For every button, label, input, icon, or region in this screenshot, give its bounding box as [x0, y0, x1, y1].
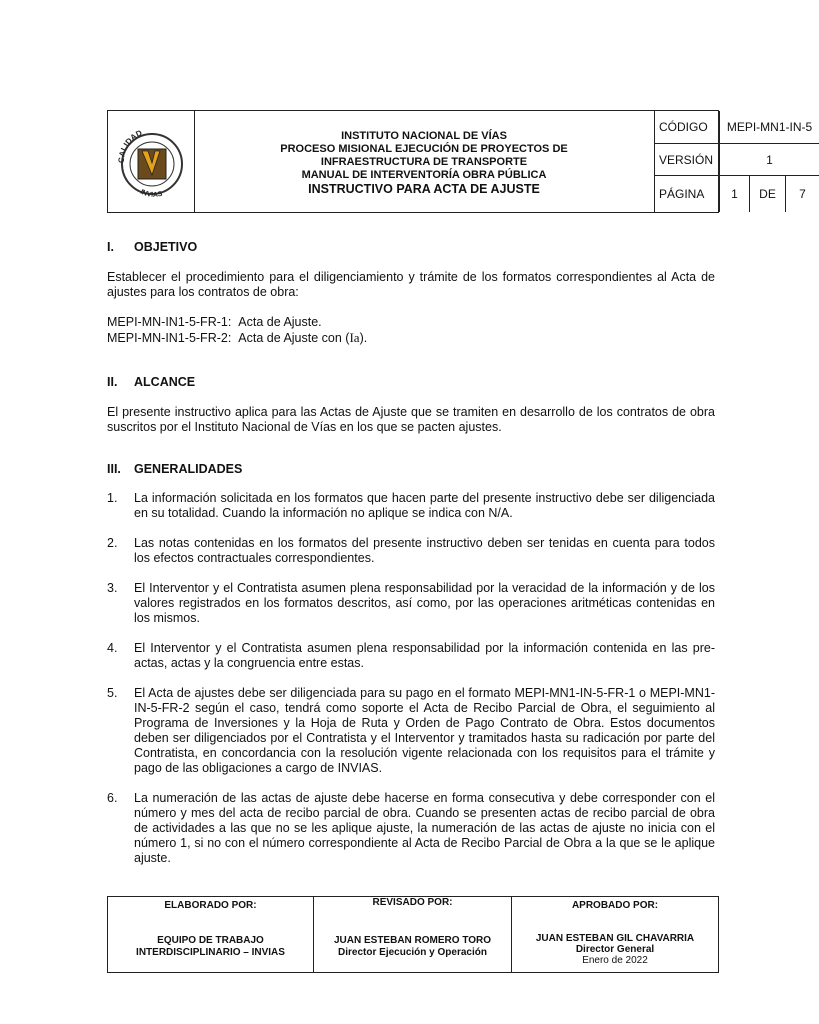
page-total: 7 — [799, 187, 806, 201]
version-value: 1 — [766, 152, 773, 167]
generalidades-list — [107, 491, 715, 866]
logo-cell — [108, 111, 195, 212]
revisado-name: JUAN ESTEBAN ROMERO TORO — [333, 935, 492, 946]
page-of: DE — [750, 176, 786, 212]
reference-format-2: MEPI-MN-IN1-5-FR-2: Acta de Ajuste con (Ia). — [107, 330, 368, 345]
alcance-text: El presente instructivo aplica para las Actas de Ajuste que se tramiten en desarrollo de los contratos de obra suscritos por el Instituto Nacional de Vías en los que se pacten ajustes. — [107, 405, 715, 434]
calidad-invias-logo — [108, 111, 194, 212]
list-item: 4. El Interventor y el Contratista asumen plena responsabilidad por la información contenida en las pre-actas, actas y la congruencia entre estas. — [107, 641, 715, 670]
list-item: 2. Las notas contenidas en los formatos del presente instructivo deben ser tenidas en cuenta para todos los efectos contractuales correspondientes. — [107, 536, 715, 565]
manual-name: MANUAL DE INTERVENTORÍA OBRA PÚBLICA — [301, 169, 547, 181]
code-value: MEPI-MN1-IN-5 — [726, 120, 813, 134]
list-item: 6. La numeración de las actas de ajuste debe hacerse en forma consecutiva y debe corresponder con el número y mes del acta de recibo parcial de obra. Cuando se presenten actas de recibo parcial de obra de actividades a las que no se les aplique ajuste, la numeración de las actas de ajuste no inicia con el número 1, si no con el número correspondiente al Acta de Recibo Parcial de Obra a la que se le aplique ajuste. — [107, 791, 715, 865]
aprobado-label: APROBADO POR: — [571, 900, 659, 911]
aprobado-column — [512, 897, 718, 972]
version-row — [654, 144, 819, 176]
aprobado-date: Enero de 2022 — [582, 955, 648, 966]
revisado-label: REVISADO POR: — [372, 897, 453, 908]
page-label: PÁGINA — [654, 176, 720, 212]
list-item: 5. El Acta de ajustes debe ser diligenciada para su pago en el formato MEPI-MN1-IN-5-FR-1 o MEPI-MN1-IN-5-FR-2 según el caso, tendrá como soporte el Acta de Recibo Parcial de Obra, el seguimiento al Programa de Inversiones y la Hoja de Ruta y Orden de Pago Contrato de Obra. Estos documentos deben ser diligenciados por el Contratista y el Interventor y tramitados hasta su radicación por parte del Contratista, en concordancia con la resolución vigente relacionada con los requisitos para el trámite y pago de las obligaciones a cargo de INVIAS. — [107, 686, 715, 775]
svg-text:INVIAS: INVIAS — [139, 188, 164, 199]
revisado-column — [314, 897, 512, 972]
code-row — [654, 111, 819, 144]
section-heading-alcance: II. ALCANCE — [107, 375, 196, 389]
svg-text:CALIDAD: CALIDAD — [116, 128, 144, 164]
code-label: CÓDIGO — [654, 111, 720, 143]
header-title-cell — [194, 111, 655, 212]
version-label: VERSIÓN — [654, 144, 720, 175]
aprobado-name: JUAN ESTEBAN GIL CHAVARRIA — [535, 933, 695, 944]
objetivo-text: Establecer el procedimiento para el diligenciamiento y trámite de los formatos correspondientes al Acta de ajustes para los contratos de obra: — [107, 270, 715, 299]
institution-name: INSTITUTO NACIONAL DE VÍAS — [341, 130, 507, 142]
document-title: INSTRUCTIVO PARA ACTA DE AJUSTE — [308, 182, 540, 196]
section-heading-objetivo: I. OBJETIVO — [107, 240, 198, 254]
section-heading-generalidades: III. GENERALIDADES — [107, 462, 243, 476]
list-item: 1. La información solicitada en los formatos que hacen parte del presente instructivo debe ser diligenciada en su totalidad. Cuando la información no aplique se indica con N/A. — [107, 491, 715, 520]
process-line-2: INFRAESTRUCTURA DE TRANSPORTE — [320, 156, 528, 168]
elaborado-line-2: INTERDISCIPLINARIO – INVIAS — [136, 947, 285, 958]
document-body — [107, 240, 715, 866]
revisado-role: Director Ejecución y Operación — [338, 947, 487, 958]
elaborado-line-1: EQUIPO DE TRABAJO — [157, 935, 264, 946]
list-item: 3. El Interventor y el Contratista asumen plena responsabilidad por la veracidad de la información y de los valores registrados en los formatos descritos, así como, por las operaciones aritméticas contenidas en los mismos. — [107, 581, 715, 625]
document-metadata — [654, 111, 819, 212]
aprobado-role: Director General — [575, 944, 655, 955]
process-line-1: PROCESO MISIONAL EJECUCIÓN DE PROYECTOS DE — [280, 143, 568, 155]
document-header-table — [107, 110, 813, 213]
page-row — [654, 176, 819, 212]
approval-footer-table — [107, 896, 719, 973]
elaborado-column — [108, 897, 314, 972]
page-number: 1 — [720, 176, 750, 212]
elaborado-label: ELABORADO POR: — [164, 900, 257, 911]
reference-format-1: MEPI-MN-IN1-5-FR-1: Acta de Ajuste. — [107, 315, 322, 329]
